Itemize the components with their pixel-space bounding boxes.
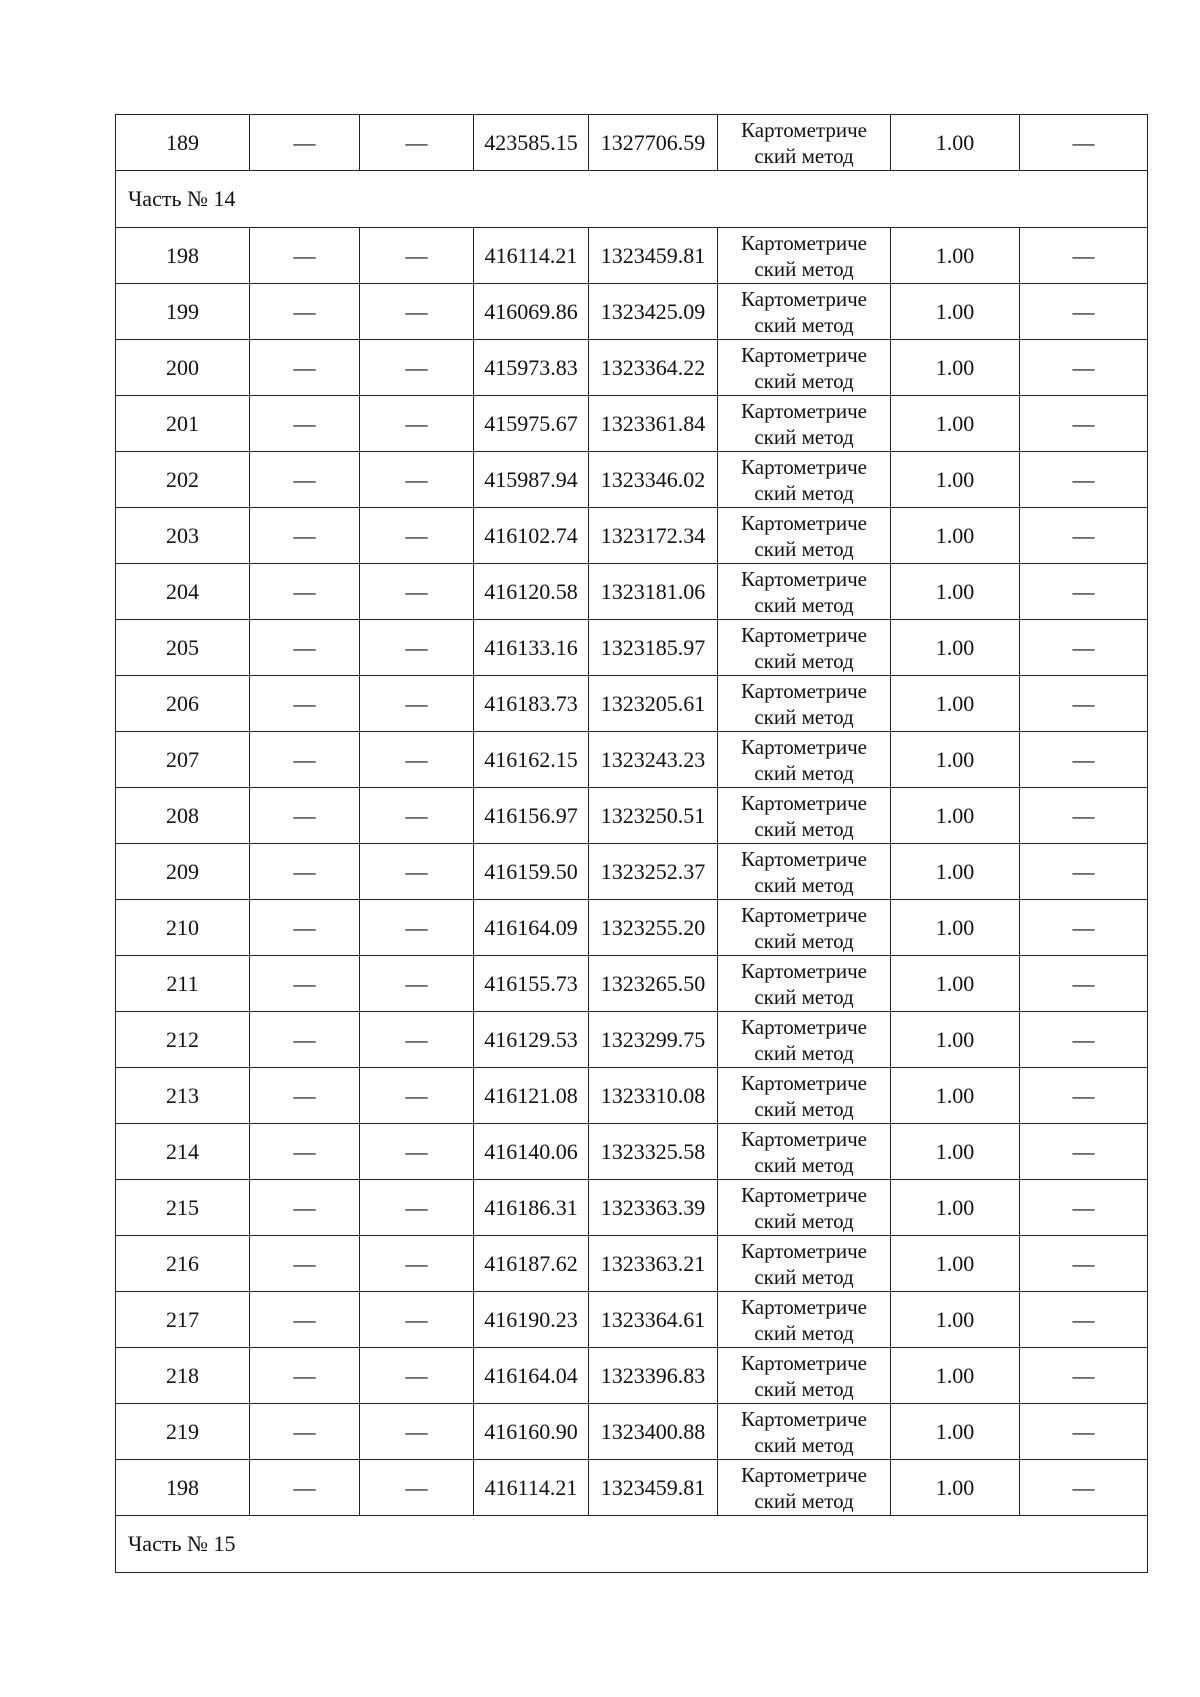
accuracy-cell: 1.00	[891, 1292, 1020, 1348]
new-y-cell: 1323252.37	[589, 844, 718, 900]
old-x-cell: —	[250, 1068, 360, 1124]
method-cell: Картометриче ский метод	[718, 620, 891, 676]
method-cell: Картометриче ский метод	[718, 1180, 891, 1236]
method-cell: Картометриче ский метод	[718, 228, 891, 284]
point-number-cell: 204	[116, 564, 250, 620]
description-cell: —	[1020, 564, 1148, 620]
new-x-cell: 415973.83	[474, 340, 589, 396]
description-cell: —	[1020, 1124, 1148, 1180]
old-y-cell: —	[360, 732, 474, 788]
old-x-cell: —	[250, 1404, 360, 1460]
old-y-cell: —	[360, 1292, 474, 1348]
new-x-cell: 416155.73	[474, 956, 589, 1012]
accuracy-cell: 1.00	[891, 115, 1020, 171]
method-cell: Картометриче ский метод	[718, 452, 891, 508]
new-x-cell: 416186.31	[474, 1180, 589, 1236]
description-cell: —	[1020, 1236, 1148, 1292]
point-number-cell: 214	[116, 1124, 250, 1180]
table-row	[116, 788, 1148, 844]
description-cell: —	[1020, 1068, 1148, 1124]
method-cell: Картометриче ский метод	[718, 508, 891, 564]
old-x-cell: —	[250, 1460, 360, 1516]
new-y-cell: 1323205.61	[589, 676, 718, 732]
new-y-cell: 1323459.81	[589, 228, 718, 284]
new-y-cell: 1323255.20	[589, 900, 718, 956]
new-y-cell: 1323346.02	[589, 452, 718, 508]
method-cell: Картометриче ский метод	[718, 115, 891, 171]
description-cell: —	[1020, 844, 1148, 900]
new-y-cell: 1323243.23	[589, 732, 718, 788]
accuracy-cell: 1.00	[891, 508, 1020, 564]
old-x-cell: —	[250, 1180, 360, 1236]
new-x-cell: 416120.58	[474, 564, 589, 620]
accuracy-cell: 1.00	[891, 1236, 1020, 1292]
accuracy-cell: 1.00	[891, 564, 1020, 620]
description-cell: —	[1020, 508, 1148, 564]
point-number-cell: 216	[116, 1236, 250, 1292]
new-y-cell: 1323185.97	[589, 620, 718, 676]
new-x-cell: 416164.09	[474, 900, 589, 956]
accuracy-cell: 1.00	[891, 900, 1020, 956]
old-x-cell: —	[250, 508, 360, 564]
point-number-cell: 208	[116, 788, 250, 844]
table-row	[116, 1460, 1148, 1516]
table-row	[116, 1236, 1148, 1292]
old-x-cell: —	[250, 1012, 360, 1068]
point-number-cell: 189	[116, 115, 250, 171]
accuracy-cell: 1.00	[891, 620, 1020, 676]
new-x-cell: 416140.06	[474, 1124, 589, 1180]
method-cell: Картометриче ский метод	[718, 1012, 891, 1068]
table-row	[116, 900, 1148, 956]
method-cell: Картометриче ский метод	[718, 1404, 891, 1460]
old-y-cell: —	[360, 1460, 474, 1516]
point-number-cell: 198	[116, 1460, 250, 1516]
old-x-cell: —	[250, 564, 360, 620]
description-cell: —	[1020, 340, 1148, 396]
new-y-cell: 1323310.08	[589, 1068, 718, 1124]
description-cell: —	[1020, 284, 1148, 340]
description-cell: —	[1020, 228, 1148, 284]
accuracy-cell: 1.00	[891, 956, 1020, 1012]
old-x-cell: —	[250, 340, 360, 396]
table-row	[116, 620, 1148, 676]
accuracy-cell: 1.00	[891, 1404, 1020, 1460]
old-x-cell: —	[250, 1236, 360, 1292]
accuracy-cell: 1.00	[891, 284, 1020, 340]
point-number-cell: 207	[116, 732, 250, 788]
method-cell: Картометриче ский метод	[718, 340, 891, 396]
old-y-cell: —	[360, 1348, 474, 1404]
description-cell: —	[1020, 676, 1148, 732]
new-y-cell: 1323181.06	[589, 564, 718, 620]
point-number-cell: 206	[116, 676, 250, 732]
point-number-cell: 205	[116, 620, 250, 676]
table-row	[116, 1180, 1148, 1236]
old-y-cell: —	[360, 508, 474, 564]
description-cell: —	[1020, 900, 1148, 956]
new-x-cell: 416069.86	[474, 284, 589, 340]
accuracy-cell: 1.00	[891, 788, 1020, 844]
old-y-cell: —	[360, 1236, 474, 1292]
old-x-cell: —	[250, 1348, 360, 1404]
point-number-cell: 203	[116, 508, 250, 564]
table-row	[116, 284, 1148, 340]
accuracy-cell: 1.00	[891, 1460, 1020, 1516]
old-x-cell: —	[250, 115, 360, 171]
point-number-cell: 213	[116, 1068, 250, 1124]
new-y-cell: 1323172.34	[589, 508, 718, 564]
old-y-cell: —	[360, 956, 474, 1012]
new-y-cell: 1323396.83	[589, 1348, 718, 1404]
old-x-cell: —	[250, 788, 360, 844]
new-y-cell: 1323459.81	[589, 1460, 718, 1516]
old-x-cell: —	[250, 956, 360, 1012]
coordinates-table	[115, 114, 1148, 1573]
section-header-row	[116, 171, 1148, 228]
table-row	[116, 1124, 1148, 1180]
new-x-cell: 415975.67	[474, 396, 589, 452]
table-row	[116, 676, 1148, 732]
accuracy-cell: 1.00	[891, 1180, 1020, 1236]
old-x-cell: —	[250, 844, 360, 900]
accuracy-cell: 1.00	[891, 1068, 1020, 1124]
point-number-cell: 201	[116, 396, 250, 452]
new-y-cell: 1323364.61	[589, 1292, 718, 1348]
description-cell: —	[1020, 1460, 1148, 1516]
description-cell: —	[1020, 1348, 1148, 1404]
point-number-cell: 219	[116, 1404, 250, 1460]
method-cell: Картометриче ский метод	[718, 1292, 891, 1348]
new-y-cell: 1323265.50	[589, 956, 718, 1012]
table-row	[116, 1348, 1148, 1404]
point-number-cell: 198	[116, 228, 250, 284]
old-x-cell: —	[250, 620, 360, 676]
old-y-cell: —	[360, 1068, 474, 1124]
description-cell: —	[1020, 1012, 1148, 1068]
section-title: Часть № 15	[116, 1516, 1148, 1573]
accuracy-cell: 1.00	[891, 732, 1020, 788]
new-y-cell: 1323299.75	[589, 1012, 718, 1068]
old-x-cell: —	[250, 452, 360, 508]
table-row	[116, 732, 1148, 788]
accuracy-cell: 1.00	[891, 452, 1020, 508]
old-x-cell: —	[250, 284, 360, 340]
table-row	[116, 1068, 1148, 1124]
point-number-cell: 217	[116, 1292, 250, 1348]
table-row	[116, 115, 1148, 171]
method-cell: Картометриче ский метод	[718, 1460, 891, 1516]
point-number-cell: 215	[116, 1180, 250, 1236]
old-x-cell: —	[250, 1124, 360, 1180]
description-cell: —	[1020, 620, 1148, 676]
method-cell: Картометриче ский метод	[718, 1236, 891, 1292]
old-x-cell: —	[250, 396, 360, 452]
method-cell: Картометриче ский метод	[718, 1068, 891, 1124]
old-y-cell: —	[360, 1404, 474, 1460]
method-cell: Картометриче ский метод	[718, 956, 891, 1012]
new-y-cell: 1323250.51	[589, 788, 718, 844]
old-y-cell: —	[360, 900, 474, 956]
old-x-cell: —	[250, 900, 360, 956]
new-y-cell: 1323400.88	[589, 1404, 718, 1460]
point-number-cell: 209	[116, 844, 250, 900]
accuracy-cell: 1.00	[891, 1348, 1020, 1404]
new-x-cell: 416133.16	[474, 620, 589, 676]
new-y-cell: 1327706.59	[589, 115, 718, 171]
table-row	[116, 396, 1148, 452]
method-cell: Картометриче ский метод	[718, 844, 891, 900]
method-cell: Картометриче ский метод	[718, 1124, 891, 1180]
old-y-cell: —	[360, 1124, 474, 1180]
new-x-cell: 416160.90	[474, 1404, 589, 1460]
table-row	[116, 1012, 1148, 1068]
accuracy-cell: 1.00	[891, 228, 1020, 284]
description-cell: —	[1020, 115, 1148, 171]
old-y-cell: —	[360, 1012, 474, 1068]
new-y-cell: 1323363.39	[589, 1180, 718, 1236]
table-row	[116, 956, 1148, 1012]
table-row	[116, 452, 1148, 508]
method-cell: Картометриче ский метод	[718, 564, 891, 620]
description-cell: —	[1020, 1404, 1148, 1460]
new-y-cell: 1323361.84	[589, 396, 718, 452]
new-x-cell: 416187.62	[474, 1236, 589, 1292]
old-y-cell: —	[360, 452, 474, 508]
point-number-cell: 211	[116, 956, 250, 1012]
new-y-cell: 1323425.09	[589, 284, 718, 340]
new-x-cell: 423585.15	[474, 115, 589, 171]
method-cell: Картометриче ский метод	[718, 1348, 891, 1404]
old-x-cell: —	[250, 1292, 360, 1348]
table-row	[116, 844, 1148, 900]
new-x-cell: 416159.50	[474, 844, 589, 900]
new-x-cell: 416164.04	[474, 1348, 589, 1404]
description-cell: —	[1020, 788, 1148, 844]
description-cell: —	[1020, 1180, 1148, 1236]
method-cell: Картометриче ский метод	[718, 732, 891, 788]
new-y-cell: 1323363.21	[589, 1236, 718, 1292]
new-x-cell: 416121.08	[474, 1068, 589, 1124]
old-y-cell: —	[360, 564, 474, 620]
old-y-cell: —	[360, 1180, 474, 1236]
old-y-cell: —	[360, 788, 474, 844]
accuracy-cell: 1.00	[891, 1012, 1020, 1068]
new-x-cell: 416156.97	[474, 788, 589, 844]
old-y-cell: —	[360, 396, 474, 452]
accuracy-cell: 1.00	[891, 396, 1020, 452]
section-title: Часть № 14	[116, 171, 1148, 228]
old-y-cell: —	[360, 620, 474, 676]
old-y-cell: —	[360, 228, 474, 284]
description-cell: —	[1020, 396, 1148, 452]
new-x-cell: 416102.74	[474, 508, 589, 564]
method-cell: Картометриче ский метод	[718, 676, 891, 732]
new-x-cell: 416190.23	[474, 1292, 589, 1348]
old-y-cell: —	[360, 844, 474, 900]
method-cell: Картометриче ский метод	[718, 396, 891, 452]
point-number-cell: 212	[116, 1012, 250, 1068]
accuracy-cell: 1.00	[891, 1124, 1020, 1180]
point-number-cell: 218	[116, 1348, 250, 1404]
point-number-cell: 202	[116, 452, 250, 508]
table-body	[116, 115, 1148, 1573]
old-x-cell: —	[250, 676, 360, 732]
method-cell: Картометриче ский метод	[718, 900, 891, 956]
new-x-cell: 416114.21	[474, 228, 589, 284]
old-x-cell: —	[250, 228, 360, 284]
table-row	[116, 1292, 1148, 1348]
new-x-cell: 416162.15	[474, 732, 589, 788]
point-number-cell: 199	[116, 284, 250, 340]
table-row	[116, 564, 1148, 620]
point-number-cell: 210	[116, 900, 250, 956]
old-y-cell: —	[360, 115, 474, 171]
method-cell: Картометриче ский метод	[718, 284, 891, 340]
accuracy-cell: 1.00	[891, 676, 1020, 732]
table-row	[116, 1404, 1148, 1460]
point-number-cell: 200	[116, 340, 250, 396]
method-cell: Картометриче ский метод	[718, 788, 891, 844]
description-cell: —	[1020, 452, 1148, 508]
old-y-cell: —	[360, 340, 474, 396]
old-x-cell: —	[250, 732, 360, 788]
table-row	[116, 228, 1148, 284]
new-x-cell: 416114.21	[474, 1460, 589, 1516]
old-y-cell: —	[360, 676, 474, 732]
new-x-cell: 416183.73	[474, 676, 589, 732]
new-y-cell: 1323364.22	[589, 340, 718, 396]
accuracy-cell: 1.00	[891, 340, 1020, 396]
section-header-row	[116, 1516, 1148, 1573]
new-y-cell: 1323325.58	[589, 1124, 718, 1180]
accuracy-cell: 1.00	[891, 844, 1020, 900]
new-x-cell: 416129.53	[474, 1012, 589, 1068]
old-y-cell: —	[360, 284, 474, 340]
description-cell: —	[1020, 732, 1148, 788]
table-row	[116, 508, 1148, 564]
description-cell: —	[1020, 956, 1148, 1012]
table-row	[116, 340, 1148, 396]
description-cell: —	[1020, 1292, 1148, 1348]
new-x-cell: 415987.94	[474, 452, 589, 508]
